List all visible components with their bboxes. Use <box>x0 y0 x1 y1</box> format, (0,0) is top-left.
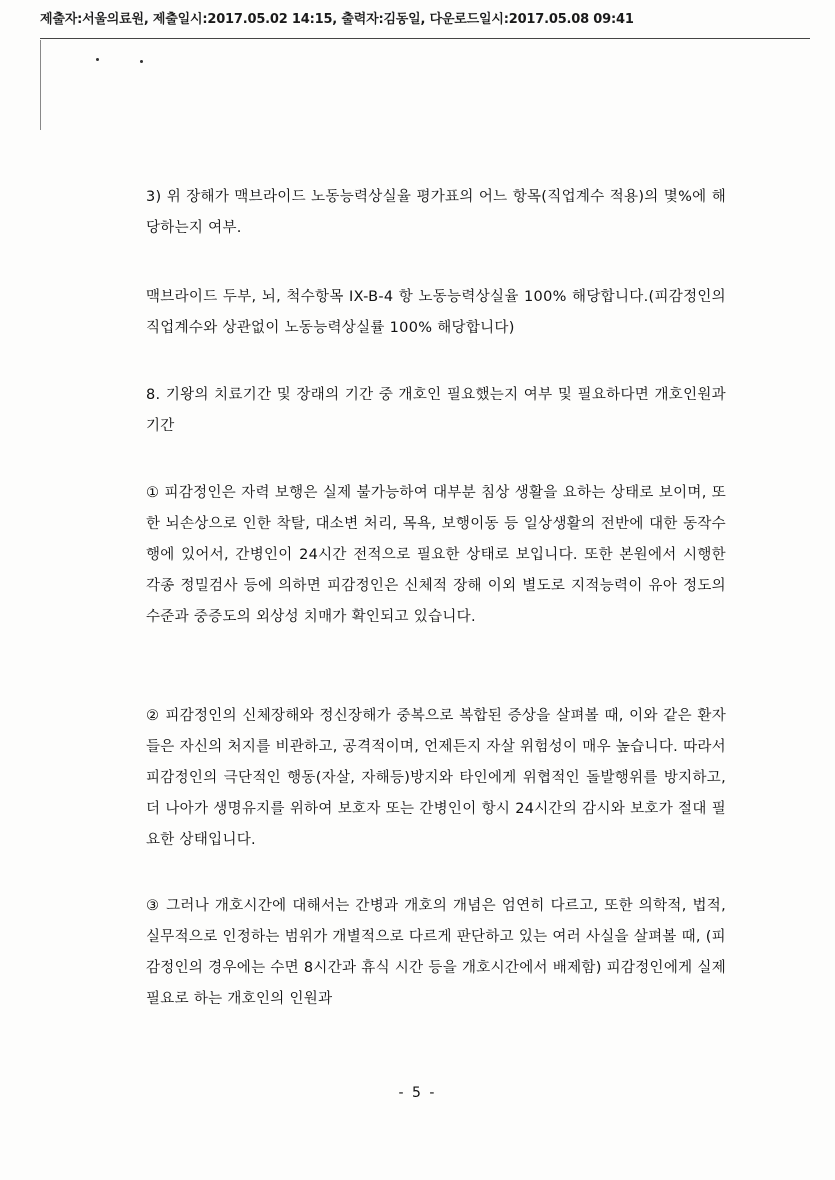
scan-speck <box>96 58 99 61</box>
item3-answer-text: 맥브라이드 두부, 뇌, 척수항목 IX-B-4 항 노동능력상실율 100% 해당합니다.(피감정인의 직업계수와 상관없이 노동능력상실률 100% 해당합니다) <box>146 289 726 336</box>
scan-speck <box>140 60 143 63</box>
paragraph-3 <box>146 891 726 1015</box>
item3-question <box>146 182 726 244</box>
item8-question-text: 8. 기왕의 치료기간 및 장래의 기간 중 개호인 필요했는지 여부 및 필요하다면 개호인원과 기간 <box>146 387 726 434</box>
submission-header: 제출자:서울의료원, 제출일시:2017.05.02 14:15, 출력자:김동일, 다운로드일시:2017.05.08 09:41 <box>40 12 634 27</box>
item3-answer <box>146 282 726 344</box>
item3-question-text: 3) 위 장해가 맥브라이드 노동능력상실율 평가표의 어느 항목(직업계수 적용)의 몇%에 해당하는지 여부. <box>146 189 726 236</box>
page-number: - 5 - <box>398 1085 437 1101</box>
paragraph-2-text: ② 피감정인의 신체장해와 정신장해가 중복으로 복합된 증상을 살펴볼 때, 이와 같은 환자들은 자신의 처지를 비관하고, 공격적이며, 언제든지 자살 위험성이 매우 높습니다. 따라서 피감정인의 극단적인 행동(자살, 자해등)방지와 타인에게 위협적인 돌발행위를 방지하고, 더 나아가 생명유지를 위하여 보호자 또는 간병인이 항시 24시간의 감시와 보호가 절대 필요한 상태입니다. <box>146 708 726 848</box>
paragraph-1 <box>146 478 726 633</box>
header-rule <box>40 38 810 39</box>
paragraph-3-text: ③ 그러나 개호시간에 대해서는 간병과 개호의 개념은 엄연히 다르고, 또한 의학적, 법적, 실무적으로 인정하는 범위가 개별적으로 다르게 판단하고 있는 여러 사실을 살펴볼 때, (피감정인의 경우에는 수면 8시간과 휴식 시간 등을 개호시간에서 배제함) 피감정인에게 실제 필요로 하는 개호인의 인원과 <box>146 898 726 1007</box>
margin-line <box>40 40 41 130</box>
paragraph-1-text: ① 피감정인은 자력 보행은 실제 불가능하여 대부분 침상 생활을 요하는 상태로 보이며, 또한 뇌손상으로 인한 착탈, 대소변 처리, 목욕, 보행이동 등 일상생활의 전반에 대한 동작수행에 있어서, 간병인이 24시간 전적으로 필요한 상태로 보입니다. 또한 본원에서 시행한 각종 정밀검사 등에 의하면 피감정인은 신체적 장해 이외 별도로 지적능력이 유아 정도의 수준과 중증도의 외상성 치매가 확인되고 있습니다. <box>146 485 726 625</box>
item8-question <box>146 380 726 442</box>
paragraph-2 <box>146 701 726 856</box>
